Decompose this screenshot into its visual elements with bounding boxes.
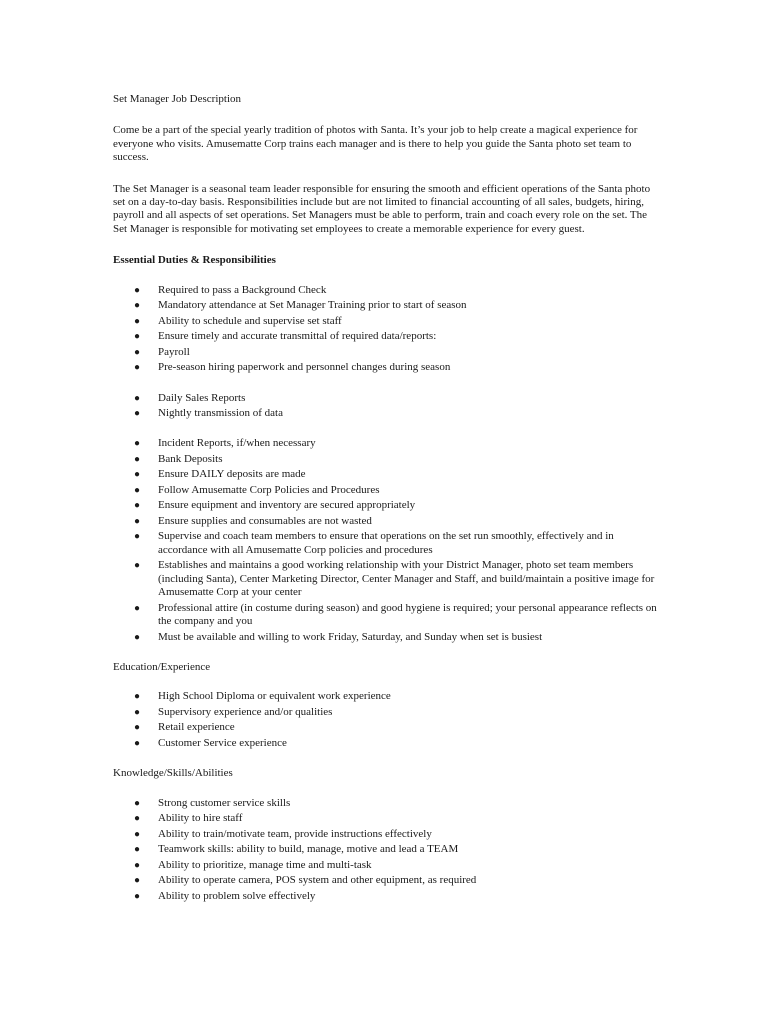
list-item bbox=[113, 315, 658, 328]
list-item bbox=[113, 453, 658, 466]
list-item bbox=[113, 890, 658, 903]
list-item bbox=[113, 797, 658, 810]
list-item-text: Ensure timely and accurate transmittal of required data/reports: bbox=[158, 330, 437, 343]
list-item-text: Must be available and willing to work Friday, Saturday, and Sunday when set is busiest bbox=[158, 630, 543, 643]
list-item bbox=[113, 484, 658, 497]
list-item-text: Daily Sales Reports bbox=[158, 391, 246, 404]
list-item bbox=[113, 530, 658, 557]
list-item bbox=[113, 737, 658, 750]
list-item-text: Payroll bbox=[158, 345, 190, 358]
list-item bbox=[113, 361, 658, 374]
skills-list bbox=[113, 797, 658, 903]
list-item-text: Ensure equipment and inventory are secured appropriately bbox=[158, 499, 416, 512]
intro-paragraph: Come be a part of the special yearly tradition of photos with Santa. It’s your job to help create a magical experience for everyone who visits. Amusematte Corp trains each manager and is there to help you guide the Santa photo set team to success. bbox=[113, 124, 638, 164]
list-item-text: Ensure supplies and consumables are not wasted bbox=[158, 514, 372, 527]
bullet-icon: ● bbox=[134, 560, 141, 572]
list-item-text: Pre-season hiring paperwork and personnel changes during season bbox=[158, 361, 451, 374]
list-item bbox=[113, 690, 658, 703]
bullet-icon: ● bbox=[134, 392, 141, 404]
bullet-icon: ● bbox=[134, 469, 141, 481]
bullet-icon: ● bbox=[134, 500, 141, 512]
list-item bbox=[113, 706, 658, 719]
document-page bbox=[113, 93, 658, 917]
list-item bbox=[113, 468, 658, 481]
list-item bbox=[113, 812, 658, 825]
duties-list-2 bbox=[113, 392, 658, 421]
bullet-icon: ● bbox=[134, 859, 141, 871]
bullet-icon: ● bbox=[134, 797, 141, 809]
list-item-text: Ability to schedule and supervise set staff bbox=[158, 314, 342, 327]
list-item bbox=[113, 437, 658, 450]
list-item bbox=[113, 874, 658, 887]
list-item-text: High School Diploma or equivalent work experience bbox=[158, 690, 391, 703]
list-item-text: Ensure DAILY deposits are made bbox=[158, 468, 306, 481]
list-item bbox=[113, 284, 658, 297]
list-item-text: Teamwork skills: ability to build, manage, motive and lead a TEAM bbox=[158, 843, 459, 856]
list-item-text: Bank Deposits bbox=[158, 452, 223, 465]
bullet-icon: ● bbox=[134, 438, 141, 450]
list-item-text: Required to pass a Background Check bbox=[158, 283, 327, 296]
list-item-text: Supervisory experience and/or qualities bbox=[158, 705, 333, 718]
list-item-text: Ability to prioritize, manage time and multi-task bbox=[158, 858, 372, 871]
bullet-icon: ● bbox=[134, 531, 141, 543]
list-item bbox=[113, 721, 658, 734]
list-item-text: Establishes and maintains a good working relationship with your District Manager, photo set team members (including Santa), Center Marketing Director, Center Manager and Staff, and build/maintain a positive image for Amusematte Corp at your center bbox=[158, 559, 655, 599]
bullet-icon: ● bbox=[134, 362, 141, 374]
list-item-text: Customer Service experience bbox=[158, 736, 287, 749]
list-item bbox=[113, 631, 658, 644]
list-item-text: Incident Reports, if/when necessary bbox=[158, 437, 316, 450]
list-item-text: Follow Amusematte Corp Policies and Procedures bbox=[158, 483, 380, 496]
list-item bbox=[113, 330, 658, 343]
document-title: Set Manager Job Description bbox=[113, 93, 241, 105]
education-heading: Education/Experience bbox=[113, 661, 211, 673]
bullet-icon: ● bbox=[134, 631, 141, 643]
skills-heading: Knowledge/Skills/Abilities bbox=[113, 767, 233, 780]
duties-list-1 bbox=[113, 284, 658, 375]
list-item-text: Mandatory attendance at Set Manager Training prior to start of season bbox=[158, 299, 467, 312]
bullet-icon: ● bbox=[134, 737, 141, 749]
bullet-icon: ● bbox=[134, 331, 141, 343]
bullet-icon: ● bbox=[134, 813, 141, 825]
duties-heading: Essential Duties & Responsibilities bbox=[113, 254, 276, 267]
list-item-text: Professional attire (in costume during season) and good hygiene is required; your personal appearance reflects on the company and you bbox=[158, 601, 657, 628]
list-item bbox=[113, 843, 658, 856]
list-item bbox=[113, 407, 658, 420]
bullet-icon: ● bbox=[134, 484, 141, 496]
list-item bbox=[113, 346, 658, 359]
bullet-icon: ● bbox=[134, 722, 141, 734]
list-item-text: Ability to train/motivate team, provide instructions effectively bbox=[158, 827, 432, 840]
list-item bbox=[113, 602, 658, 629]
bullet-icon: ● bbox=[134, 706, 141, 718]
description-paragraph: The Set Manager is a seasonal team leader responsible for ensuring the smooth and efficient operations of the Santa photo set on a day-to-day basis. Responsibilities include but are not limited to financial accounting of all sales, budgets, hiring, payroll and all aspects of set operations. Set Managers must be able to perform, train and coach every role on the set. The Set Manager is responsible for motivating set employees to create a memorable experience for every guest. bbox=[113, 182, 651, 235]
bullet-icon: ● bbox=[134, 828, 141, 840]
list-item bbox=[113, 499, 658, 512]
list-item bbox=[113, 859, 658, 872]
bullet-icon: ● bbox=[134, 346, 141, 358]
list-item bbox=[113, 559, 658, 599]
bullet-icon: ● bbox=[134, 844, 141, 856]
bullet-icon: ● bbox=[134, 300, 141, 312]
bullet-icon: ● bbox=[134, 408, 141, 420]
bullet-icon: ● bbox=[134, 515, 141, 527]
bullet-icon: ● bbox=[134, 315, 141, 327]
bullet-icon: ● bbox=[134, 890, 141, 902]
list-item bbox=[113, 299, 658, 312]
education-list bbox=[113, 690, 658, 750]
list-item-text: Supervise and coach team members to ensure that operations on the set run smoothly, effectively and in accordance with all Amusematte Corp policies and procedures bbox=[158, 530, 614, 556]
list-item bbox=[113, 828, 658, 841]
duties-list-3 bbox=[113, 437, 658, 644]
bullet-icon: ● bbox=[134, 691, 141, 703]
bullet-icon: ● bbox=[134, 602, 141, 614]
list-item-text: Nightly transmission of data bbox=[158, 407, 283, 420]
list-item-text: Strong customer service skills bbox=[158, 796, 291, 809]
list-item-text: Ability to hire staff bbox=[158, 812, 243, 825]
list-item-text: Ability to operate camera, POS system and other equipment, as required bbox=[158, 874, 477, 887]
bullet-icon: ● bbox=[134, 284, 141, 296]
bullet-icon: ● bbox=[134, 875, 141, 887]
list-item-text: Retail experience bbox=[158, 721, 235, 734]
list-item bbox=[113, 392, 658, 405]
list-item-text: Ability to problem solve effectively bbox=[158, 889, 316, 902]
list-item bbox=[113, 515, 658, 528]
bullet-icon: ● bbox=[134, 453, 141, 465]
